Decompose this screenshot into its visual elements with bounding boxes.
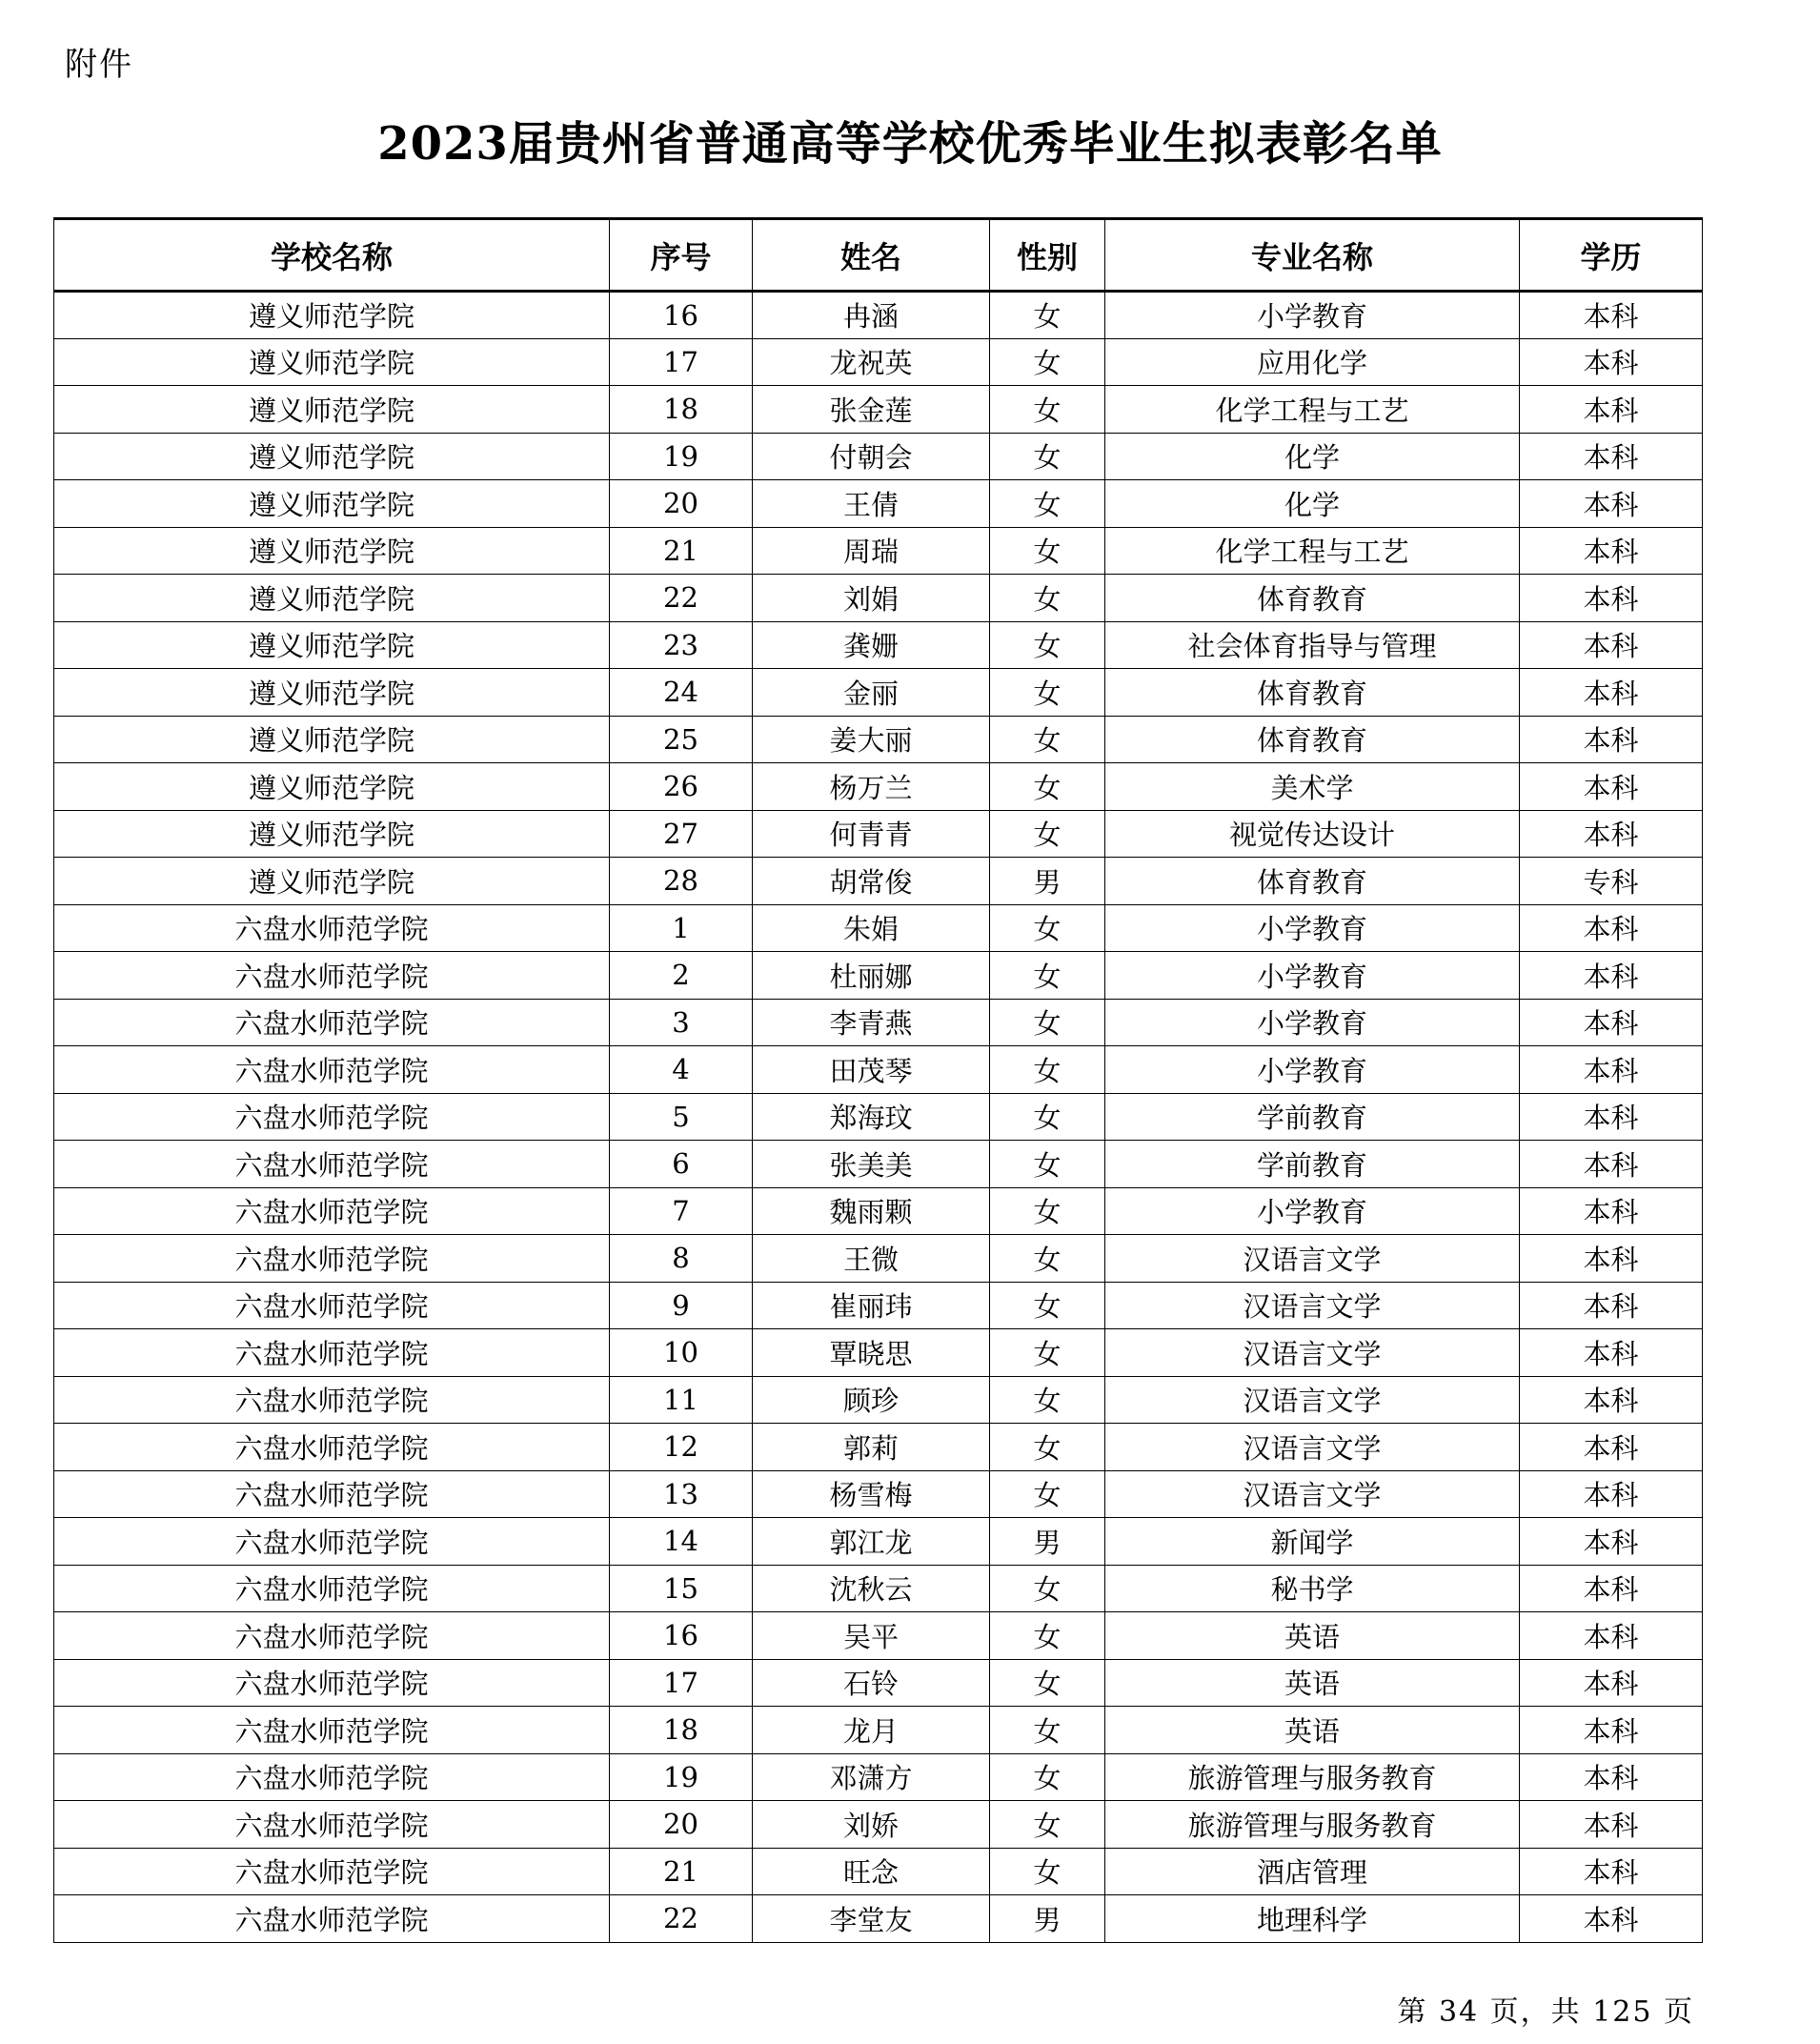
cell-gender: 女 [990, 1187, 1105, 1235]
table-row [54, 575, 1703, 622]
cell-degree: 本科 [1520, 716, 1703, 763]
cell-gender: 女 [990, 1848, 1105, 1895]
cell-seq: 4 [610, 1046, 753, 1094]
cell-seq: 14 [610, 1518, 753, 1566]
cell-major: 秘书学 [1105, 1565, 1520, 1612]
cell-seq: 11 [610, 1376, 753, 1424]
cell-degree: 本科 [1520, 1282, 1703, 1329]
table-row [54, 1329, 1703, 1377]
cell-school: 六盘水师范学院 [54, 1187, 610, 1235]
cell-degree: 专科 [1520, 858, 1703, 905]
cell-degree: 本科 [1520, 1046, 1703, 1094]
cell-major: 化学 [1105, 480, 1520, 528]
table-row [54, 904, 1703, 952]
table-row [54, 621, 1703, 669]
table-row [54, 338, 1703, 386]
cell-name: 李堂友 [753, 1895, 990, 1943]
table-row [54, 1659, 1703, 1707]
table-row [54, 386, 1703, 434]
cell-school: 遵义师范学院 [54, 433, 610, 480]
cell-seq: 16 [610, 1612, 753, 1660]
cell-major: 学前教育 [1105, 1141, 1520, 1188]
cell-seq: 21 [610, 1848, 753, 1895]
cell-name: 郑海玟 [753, 1093, 990, 1141]
cell-major: 汉语言文学 [1105, 1470, 1520, 1518]
cell-major: 学前教育 [1105, 1093, 1520, 1141]
table-row [54, 810, 1703, 858]
cell-degree: 本科 [1520, 1612, 1703, 1660]
cell-gender: 女 [990, 1470, 1105, 1518]
cell-gender: 女 [990, 575, 1105, 622]
cell-seq: 2 [610, 952, 753, 1000]
cell-seq: 20 [610, 1801, 753, 1849]
cell-school: 六盘水师范学院 [54, 1329, 610, 1377]
cell-gender: 女 [990, 433, 1105, 480]
cell-degree: 本科 [1520, 1659, 1703, 1707]
cell-major: 旅游管理与服务教育 [1105, 1801, 1520, 1849]
cell-seq: 17 [610, 338, 753, 386]
cell-gender: 男 [990, 1518, 1105, 1566]
cell-seq: 18 [610, 1707, 753, 1754]
cell-seq: 21 [610, 527, 753, 575]
cell-major: 英语 [1105, 1612, 1520, 1660]
cell-major: 小学教育 [1105, 999, 1520, 1046]
cell-gender: 女 [990, 1235, 1105, 1283]
table-row [54, 433, 1703, 480]
cell-major: 地理科学 [1105, 1895, 1520, 1943]
cell-major: 视觉传达设计 [1105, 810, 1520, 858]
cell-major: 汉语言文学 [1105, 1424, 1520, 1471]
cell-degree: 本科 [1520, 1329, 1703, 1377]
cell-name: 崔丽玮 [753, 1282, 990, 1329]
cell-degree: 本科 [1520, 433, 1703, 480]
table-row [54, 1235, 1703, 1283]
cell-major: 社会体育指导与管理 [1105, 621, 1520, 669]
cell-gender: 女 [990, 1659, 1105, 1707]
cell-gender: 女 [990, 1612, 1105, 1660]
cell-degree: 本科 [1520, 527, 1703, 575]
cell-gender: 女 [990, 810, 1105, 858]
cell-gender: 女 [990, 527, 1105, 575]
table-row [54, 1187, 1703, 1235]
table-header-row [54, 219, 1703, 292]
header-major: 专业名称 [1105, 219, 1520, 292]
cell-seq: 15 [610, 1565, 753, 1612]
table-row [54, 527, 1703, 575]
cell-gender: 女 [990, 763, 1105, 811]
cell-seq: 26 [610, 763, 753, 811]
cell-seq: 23 [610, 621, 753, 669]
cell-seq: 19 [610, 433, 753, 480]
table-row [54, 669, 1703, 717]
cell-degree: 本科 [1520, 480, 1703, 528]
cell-gender: 女 [990, 292, 1105, 339]
cell-degree: 本科 [1520, 810, 1703, 858]
cell-name: 龙祝英 [753, 338, 990, 386]
cell-name: 邓潇方 [753, 1753, 990, 1801]
cell-gender: 女 [990, 621, 1105, 669]
header-seq: 序号 [610, 219, 753, 292]
cell-name: 周瑞 [753, 527, 990, 575]
cell-name: 姜大丽 [753, 716, 990, 763]
table-row [54, 1848, 1703, 1895]
cell-name: 张金莲 [753, 386, 990, 434]
cell-degree: 本科 [1520, 1141, 1703, 1188]
cell-degree: 本科 [1520, 1565, 1703, 1612]
cell-name: 冉涵 [753, 292, 990, 339]
cell-seq: 20 [610, 480, 753, 528]
cell-seq: 25 [610, 716, 753, 763]
table-body [54, 292, 1703, 1943]
cell-seq: 17 [610, 1659, 753, 1707]
cell-name: 刘娟 [753, 575, 990, 622]
cell-gender: 女 [990, 1376, 1105, 1424]
cell-school: 六盘水师范学院 [54, 1046, 610, 1094]
cell-seq: 3 [610, 999, 753, 1046]
cell-major: 小学教育 [1105, 1046, 1520, 1094]
document-title: 2023届贵州省普通高等学校优秀毕业生拟表彰名单 [377, 117, 1443, 171]
cell-school: 六盘水师范学院 [54, 1518, 610, 1566]
cell-degree: 本科 [1520, 904, 1703, 952]
cell-school: 六盘水师范学院 [54, 1753, 610, 1801]
cell-seq: 10 [610, 1329, 753, 1377]
cell-major: 美术学 [1105, 763, 1520, 811]
cell-seq: 1 [610, 904, 753, 952]
cell-school: 遵义师范学院 [54, 763, 610, 811]
cell-name: 魏雨颗 [753, 1187, 990, 1235]
cell-gender: 女 [990, 480, 1105, 528]
cell-degree: 本科 [1520, 621, 1703, 669]
header-degree: 学历 [1520, 219, 1703, 292]
cell-seq: 24 [610, 669, 753, 717]
cell-major: 汉语言文学 [1105, 1329, 1520, 1377]
cell-gender: 女 [990, 1329, 1105, 1377]
cell-gender: 女 [990, 1753, 1105, 1801]
cell-seq: 7 [610, 1187, 753, 1235]
cell-major: 体育教育 [1105, 575, 1520, 622]
table-row [54, 1801, 1703, 1849]
cell-name: 杨万兰 [753, 763, 990, 811]
cell-school: 遵义师范学院 [54, 621, 610, 669]
cell-name: 张美美 [753, 1141, 990, 1188]
cell-name: 付朝会 [753, 433, 990, 480]
cell-school: 遵义师范学院 [54, 386, 610, 434]
cell-school: 六盘水师范学院 [54, 1801, 610, 1849]
cell-name: 龙月 [753, 1707, 990, 1754]
cell-name: 胡常俊 [753, 858, 990, 905]
cell-degree: 本科 [1520, 1235, 1703, 1283]
cell-school: 遵义师范学院 [54, 292, 610, 339]
cell-school: 遵义师范学院 [54, 338, 610, 386]
table-row [54, 1518, 1703, 1566]
cell-school: 遵义师范学院 [54, 858, 610, 905]
cell-seq: 8 [610, 1235, 753, 1283]
cell-degree: 本科 [1520, 1376, 1703, 1424]
cell-name: 沈秋云 [753, 1565, 990, 1612]
cell-gender: 女 [990, 1424, 1105, 1471]
cell-degree: 本科 [1520, 763, 1703, 811]
cell-name: 旺念 [753, 1848, 990, 1895]
cell-name: 王微 [753, 1235, 990, 1283]
cell-seq: 16 [610, 292, 753, 339]
cell-major: 英语 [1105, 1707, 1520, 1754]
cell-name: 金丽 [753, 669, 990, 717]
cell-school: 六盘水师范学院 [54, 1707, 610, 1754]
table-row [54, 1093, 1703, 1141]
cell-school: 六盘水师范学院 [54, 904, 610, 952]
cell-school: 遵义师范学院 [54, 527, 610, 575]
cell-major: 应用化学 [1105, 338, 1520, 386]
table-row [54, 858, 1703, 905]
table-row [54, 480, 1703, 528]
cell-school: 六盘水师范学院 [54, 1848, 610, 1895]
cell-school: 遵义师范学院 [54, 716, 610, 763]
table-row [54, 952, 1703, 1000]
cell-name: 覃晓思 [753, 1329, 990, 1377]
cell-gender: 男 [990, 1895, 1105, 1943]
table-row [54, 1141, 1703, 1188]
cell-seq: 18 [610, 386, 753, 434]
table-row [54, 1046, 1703, 1094]
cell-school: 六盘水师范学院 [54, 1895, 610, 1943]
attachment-label: 附件 [65, 46, 133, 84]
table-row [54, 999, 1703, 1046]
table-row [54, 1376, 1703, 1424]
cell-major: 体育教育 [1105, 858, 1520, 905]
cell-degree: 本科 [1520, 575, 1703, 622]
table-row [54, 1282, 1703, 1329]
cell-major: 汉语言文学 [1105, 1282, 1520, 1329]
cell-seq: 22 [610, 1895, 753, 1943]
cell-name: 杜丽娜 [753, 952, 990, 1000]
cell-gender: 女 [990, 386, 1105, 434]
cell-major: 汉语言文学 [1105, 1376, 1520, 1424]
cell-seq: 12 [610, 1424, 753, 1471]
cell-major: 酒店管理 [1105, 1848, 1520, 1895]
cell-name: 刘娇 [753, 1801, 990, 1849]
cell-degree: 本科 [1520, 669, 1703, 717]
cell-gender: 女 [990, 1282, 1105, 1329]
cell-seq: 28 [610, 858, 753, 905]
cell-name: 田茂琴 [753, 1046, 990, 1094]
cell-name: 郭江龙 [753, 1518, 990, 1566]
cell-degree: 本科 [1520, 1518, 1703, 1566]
table-row [54, 1612, 1703, 1660]
cell-degree: 本科 [1520, 1895, 1703, 1943]
cell-gender: 女 [990, 999, 1105, 1046]
cell-name: 龚姗 [753, 621, 990, 669]
cell-major: 化学工程与工艺 [1105, 527, 1520, 575]
cell-gender: 女 [990, 1141, 1105, 1188]
cell-name: 吴平 [753, 1612, 990, 1660]
cell-gender: 女 [990, 1801, 1105, 1849]
cell-degree: 本科 [1520, 386, 1703, 434]
cell-school: 六盘水师范学院 [54, 1565, 610, 1612]
table-row [54, 1470, 1703, 1518]
table-row [54, 292, 1703, 339]
cell-degree: 本科 [1520, 1801, 1703, 1849]
table-row [54, 1895, 1703, 1943]
cell-school: 六盘水师范学院 [54, 1424, 610, 1471]
cell-school: 六盘水师范学院 [54, 1376, 610, 1424]
cell-degree: 本科 [1520, 338, 1703, 386]
cell-gender: 女 [990, 1093, 1105, 1141]
cell-name: 石铃 [753, 1659, 990, 1707]
cell-degree: 本科 [1520, 292, 1703, 339]
cell-name: 李青燕 [753, 999, 990, 1046]
cell-major: 体育教育 [1105, 669, 1520, 717]
cell-gender: 女 [990, 952, 1105, 1000]
cell-degree: 本科 [1520, 952, 1703, 1000]
page-indicator: 第 34 页，共 125 页 [1397, 1995, 1694, 2029]
cell-school: 六盘水师范学院 [54, 1659, 610, 1707]
cell-school: 六盘水师范学院 [54, 999, 610, 1046]
cell-name: 朱娟 [753, 904, 990, 952]
cell-gender: 女 [990, 716, 1105, 763]
cell-degree: 本科 [1520, 1848, 1703, 1895]
cell-seq: 5 [610, 1093, 753, 1141]
table-row [54, 1565, 1703, 1612]
cell-seq: 6 [610, 1141, 753, 1188]
cell-gender: 女 [990, 338, 1105, 386]
cell-seq: 27 [610, 810, 753, 858]
table-row [54, 1424, 1703, 1471]
cell-school: 遵义师范学院 [54, 810, 610, 858]
cell-gender: 女 [990, 1046, 1105, 1094]
cell-degree: 本科 [1520, 1187, 1703, 1235]
cell-gender: 女 [990, 904, 1105, 952]
cell-school: 六盘水师范学院 [54, 1235, 610, 1283]
cell-name: 杨雪梅 [753, 1470, 990, 1518]
cell-degree: 本科 [1520, 1753, 1703, 1801]
cell-school: 六盘水师范学院 [54, 1093, 610, 1141]
header-school: 学校名称 [54, 219, 610, 292]
cell-degree: 本科 [1520, 1424, 1703, 1471]
cell-name: 郭莉 [753, 1424, 990, 1471]
cell-major: 汉语言文学 [1105, 1235, 1520, 1283]
cell-major: 小学教育 [1105, 1187, 1520, 1235]
cell-major: 小学教育 [1105, 904, 1520, 952]
table-row [54, 1753, 1703, 1801]
cell-school: 六盘水师范学院 [54, 1612, 610, 1660]
cell-major: 化学 [1105, 433, 1520, 480]
cell-major: 英语 [1105, 1659, 1520, 1707]
cell-school: 六盘水师范学院 [54, 952, 610, 1000]
cell-gender: 女 [990, 1565, 1105, 1612]
cell-major: 新闻学 [1105, 1518, 1520, 1566]
cell-major: 小学教育 [1105, 952, 1520, 1000]
header-name: 姓名 [753, 219, 990, 292]
cell-degree: 本科 [1520, 999, 1703, 1046]
cell-school: 遵义师范学院 [54, 575, 610, 622]
graduates-table [53, 217, 1703, 1943]
cell-seq: 13 [610, 1470, 753, 1518]
cell-degree: 本科 [1520, 1707, 1703, 1754]
header-gender: 性别 [990, 219, 1105, 292]
cell-name: 何青青 [753, 810, 990, 858]
cell-degree: 本科 [1520, 1093, 1703, 1141]
cell-school: 遵义师范学院 [54, 669, 610, 717]
cell-school: 六盘水师范学院 [54, 1141, 610, 1188]
cell-seq: 19 [610, 1753, 753, 1801]
cell-gender: 女 [990, 1707, 1105, 1754]
cell-major: 体育教育 [1105, 716, 1520, 763]
cell-seq: 22 [610, 575, 753, 622]
cell-school: 六盘水师范学院 [54, 1282, 610, 1329]
table-row [54, 716, 1703, 763]
cell-name: 顾珍 [753, 1376, 990, 1424]
cell-degree: 本科 [1520, 1470, 1703, 1518]
cell-major: 旅游管理与服务教育 [1105, 1753, 1520, 1801]
cell-school: 遵义师范学院 [54, 480, 610, 528]
cell-name: 王倩 [753, 480, 990, 528]
cell-gender: 男 [990, 858, 1105, 905]
table-row [54, 1707, 1703, 1754]
cell-school: 六盘水师范学院 [54, 1470, 610, 1518]
cell-major: 化学工程与工艺 [1105, 386, 1520, 434]
table-row [54, 763, 1703, 811]
cell-major: 小学教育 [1105, 292, 1520, 339]
cell-seq: 9 [610, 1282, 753, 1329]
cell-gender: 女 [990, 669, 1105, 717]
